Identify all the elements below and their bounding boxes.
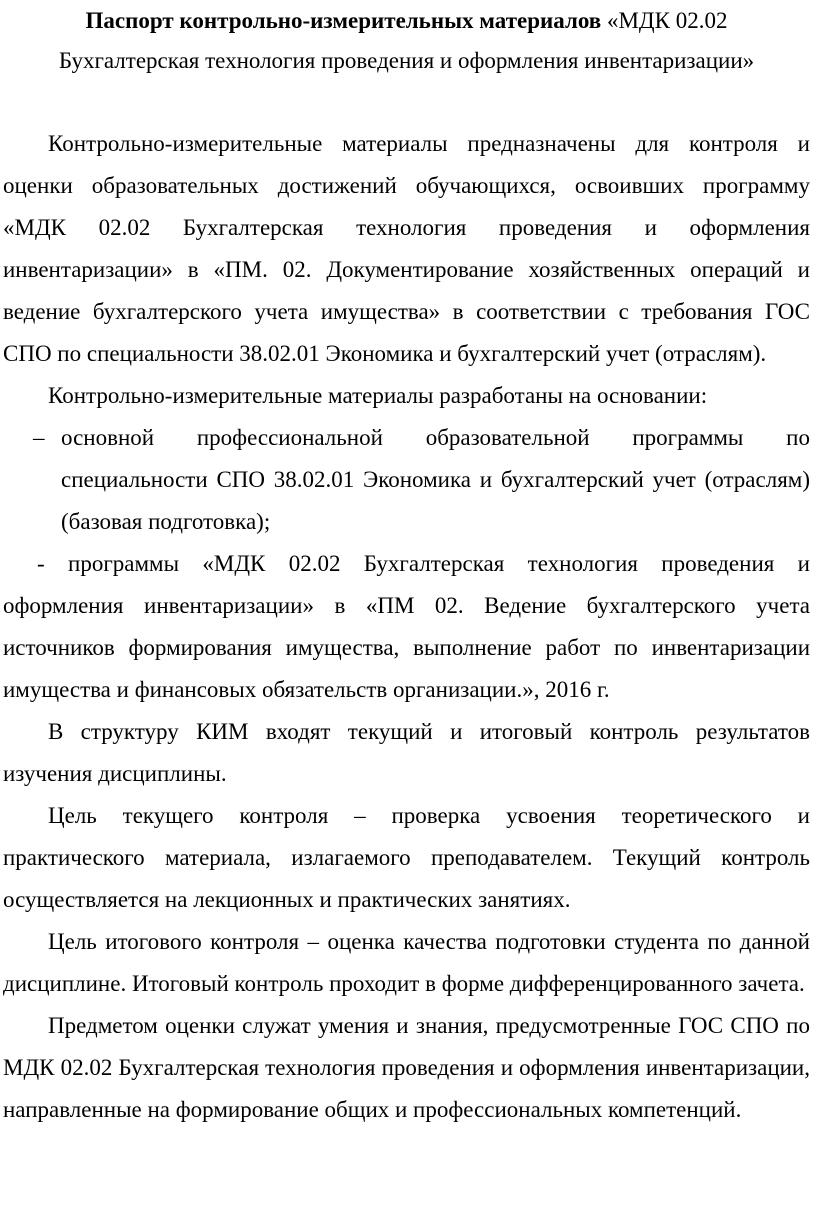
paragraph-current-control: Цель текущего контроля – проверка усвоения теоретического и практического материала, излагаемого преподавателем. Текущий контроль осуществляется на лекционных и практических занятиях. — [3, 803, 810, 912]
paragraph-basis-intro: Контрольно-измерительные материалы разработаны на основании: — [48, 383, 708, 408]
basis-list — [3, 417, 810, 543]
paragraph-purpose: Контрольно-измерительные материалы предназначены для контроля и оценки образовательных достижений обучающихся, освоивших программу «МДК 02.02 Бухгалтерская технология проведения и оформления инвентаризации» в «ПМ. 02. Документирование хозяйственных операций и ведение бухгалтерского учета имущества» в соответствии с требования ГОС СПО по специальности 38.02.01 Экономика и бухгалтерский учет (отраслям). — [3, 131, 810, 366]
paragraph-assessment-subject: Предметом оценки служат умения и знания, предусмотренные ГОС СПО по МДК 02.02 Бухгалтерская технология проведения и оформления инвентаризации, направленные на формирование общих и профессиональных компетенций. — [3, 1013, 810, 1122]
document-title — [3, 0, 810, 81]
list-marker: – — [33, 425, 45, 450]
list-item-text: основной профессиональной образовательной программы по специальности СПО 38.02.01 Экономика и бухгалтерский учет (отраслям) (базовая подготовка); — [61, 425, 810, 534]
title-rest-part: «МДК 02.02 — [601, 8, 728, 33]
list-item — [3, 417, 810, 543]
title-bold-part: Паспорт контрольно-измерительных материалов — [85, 8, 602, 33]
title-second-line: Бухгалтерская технология проведения и оформления инвентаризации» — [58, 48, 755, 73]
paragraph-final-control: Цель итогового контроля – оценка качества подготовки студента по данной дисциплине. Итоговый контроль проходит в форме дифференцированного зачета. — [3, 929, 810, 996]
blank-line — [3, 81, 810, 123]
paragraph-program: - программы «МДК 02.02 Бухгалтерская технология проведения и оформления инвентаризации» в «ПМ 02. Ведение бухгалтерского учета источников формирования имущества, выполнение работ по инвентаризации имущества и финансовых обязательств организации.», 2016 г. — [3, 551, 810, 702]
paragraph-structure: В структуру КИМ входят текущий и итоговый контроль результатов изучения дисциплины. — [3, 719, 810, 786]
